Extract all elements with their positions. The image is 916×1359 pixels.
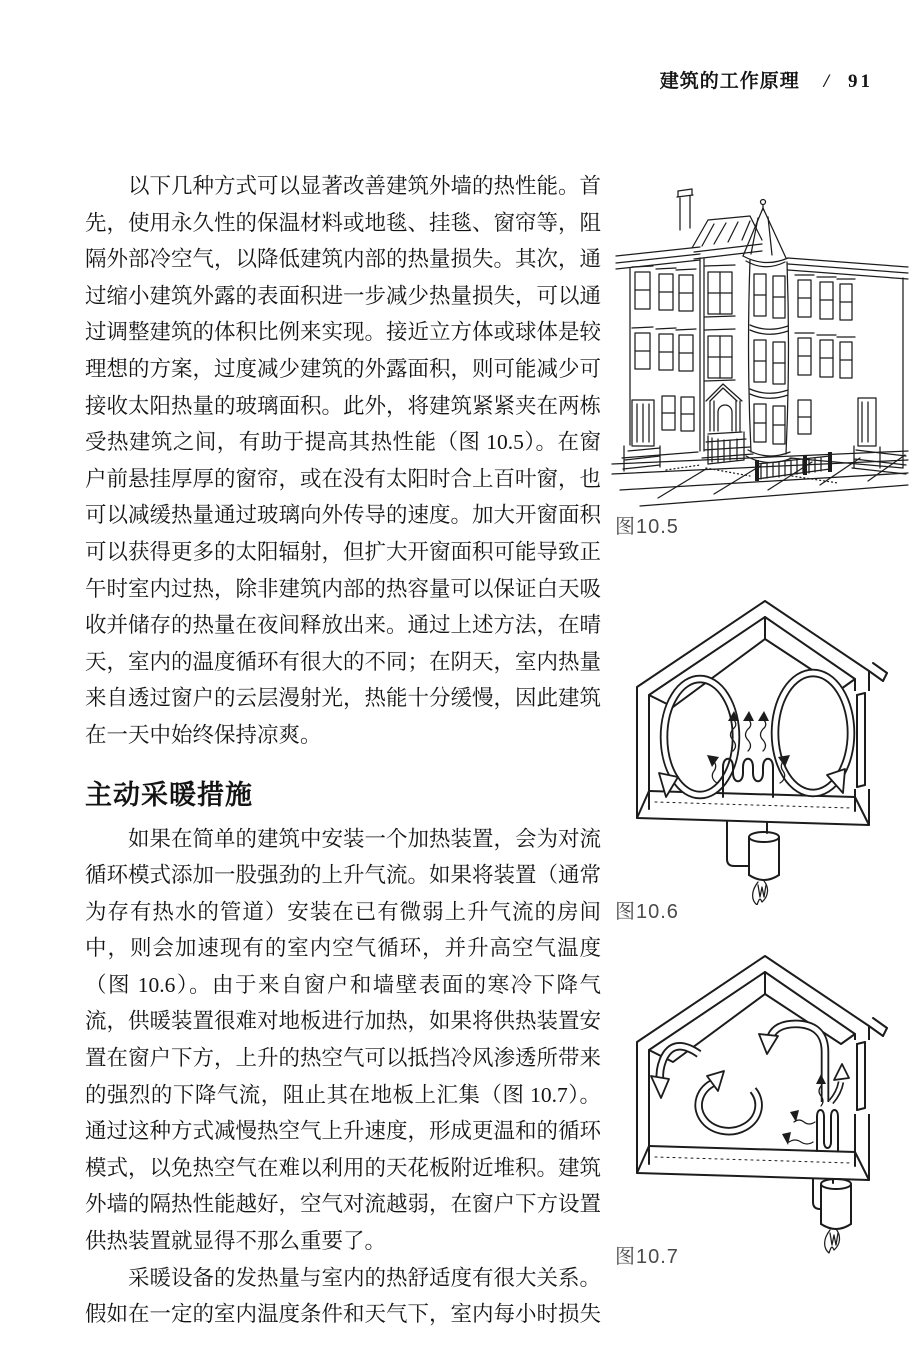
radiator-coil	[817, 1110, 838, 1151]
rising-air-arch-arrow	[759, 1024, 825, 1102]
text-column	[85, 168, 601, 1333]
figure-caption-10-7: 图10.7	[615, 1246, 679, 1268]
section-heading-active-heating: 主动采暖措施	[85, 779, 253, 810]
circulation-swirl-arrow	[699, 1071, 759, 1131]
convection-center-heater-illustration	[615, 575, 915, 905]
convection-arrow-left	[659, 679, 736, 797]
paragraph-active-heating-2: 采暖设备的发热量与室内的热舒适度有很大关系。假如在一定的室内温度条件和天气下，室内每小时损失	[85, 1265, 602, 1327]
heater-up-arrow	[831, 1064, 849, 1102]
water-heater-cylinder	[821, 1179, 851, 1229]
paragraph-passive-measures: 以下几种方式可以显著改善建筑外墙的热性能。首先，使用永久性的保温材料或地毯、挂毯、窗帘等，阻隔外部冷空气，以降低建筑内部的热量损失。其次，通过缩小建筑外露的表面积进一步减少热量损失，可以通过调整建筑的体积比例来实现。接近立方体或球体是较理想的方案，过度减少建筑的外露面积，则可能减少可接收太阳热量的玻璃面积。此外，将建筑紧紧夹在两栋受热建筑之间，有助于提高其热性能（图 10.5）。在窗户前悬挂厚厚的窗帘，或在没有太阳时合上百叶窗，也可以减缓热量通过玻璃向外传导的速度。加大开窗面积可以获得更多的太阳辐射，但扩大开窗面积可能导致正午时室内过热，除非建筑内部的热容量可以保证白天吸收并储存的热量在夜间释放出来。通过上述方法，在晴天，室内的温度循环有很大的不同；在阴天，室内热量来自透过窗户的云层漫射光，热能十分缓慢，因此建筑在一天中始终保持凉爽。	[85, 174, 602, 747]
figure-10-5	[610, 168, 910, 508]
rowhouse-illustration	[610, 168, 910, 508]
water-heater-cylinder	[749, 832, 779, 880]
flame-icon	[825, 1229, 840, 1253]
house-shell	[637, 956, 887, 1180]
convection-arrow-right	[775, 673, 851, 793]
figure-10-7	[615, 930, 915, 1260]
boiler-pipes	[813, 1179, 833, 1209]
figure-caption-10-5: 图10.5	[615, 516, 679, 538]
paragraph-active-heating-1: 如果在简单的建筑中安装一个加热装置，会为对流循环模式添加一股强劲的上升气流。如果将装置（通常为存有热水的管道）安装在已有微弱上升气流的房间中，则会加速现有的室内空气循环，并升高空气温度（图 10.6）。由于来自窗户和墙壁表面的寒冷下降气流，供暖装置很难对地板进行加热，如果将供热装置安置在窗户下方，上升的热空气可以抵挡冷风渗透所带来的强烈的下降气流，阻止其在地板上汇集（图 10.7）。通过这种方式减慢热空气上升速度，形成更温和的循环模式，以免热空气在难以利用的天花板附近堆积。建筑外墙的隔热性能越好，空气对流越弱，在窗户下方设置供热装置就显得不那么重要了。	[85, 826, 602, 1254]
header-page-number: 91	[848, 71, 873, 92]
left-neighbor-building	[616, 247, 700, 471]
figure-10-6	[615, 575, 915, 905]
boiler-pipes	[727, 822, 767, 866]
right-building-door	[858, 398, 876, 446]
header-separator: /	[823, 71, 830, 92]
flame-icon	[753, 881, 768, 905]
roof	[692, 216, 762, 248]
running-header	[660, 66, 873, 93]
turret	[743, 200, 792, 463]
entry-door	[718, 405, 732, 431]
header-title: 建筑的工作原理	[659, 71, 800, 92]
porch-pediment	[706, 384, 742, 401]
right-neighbor-building	[788, 258, 908, 474]
right-window-gap	[851, 1040, 875, 1114]
convection-window-heater-illustration	[615, 930, 915, 1260]
figure-caption-10-6: 图10.6	[615, 901, 679, 923]
